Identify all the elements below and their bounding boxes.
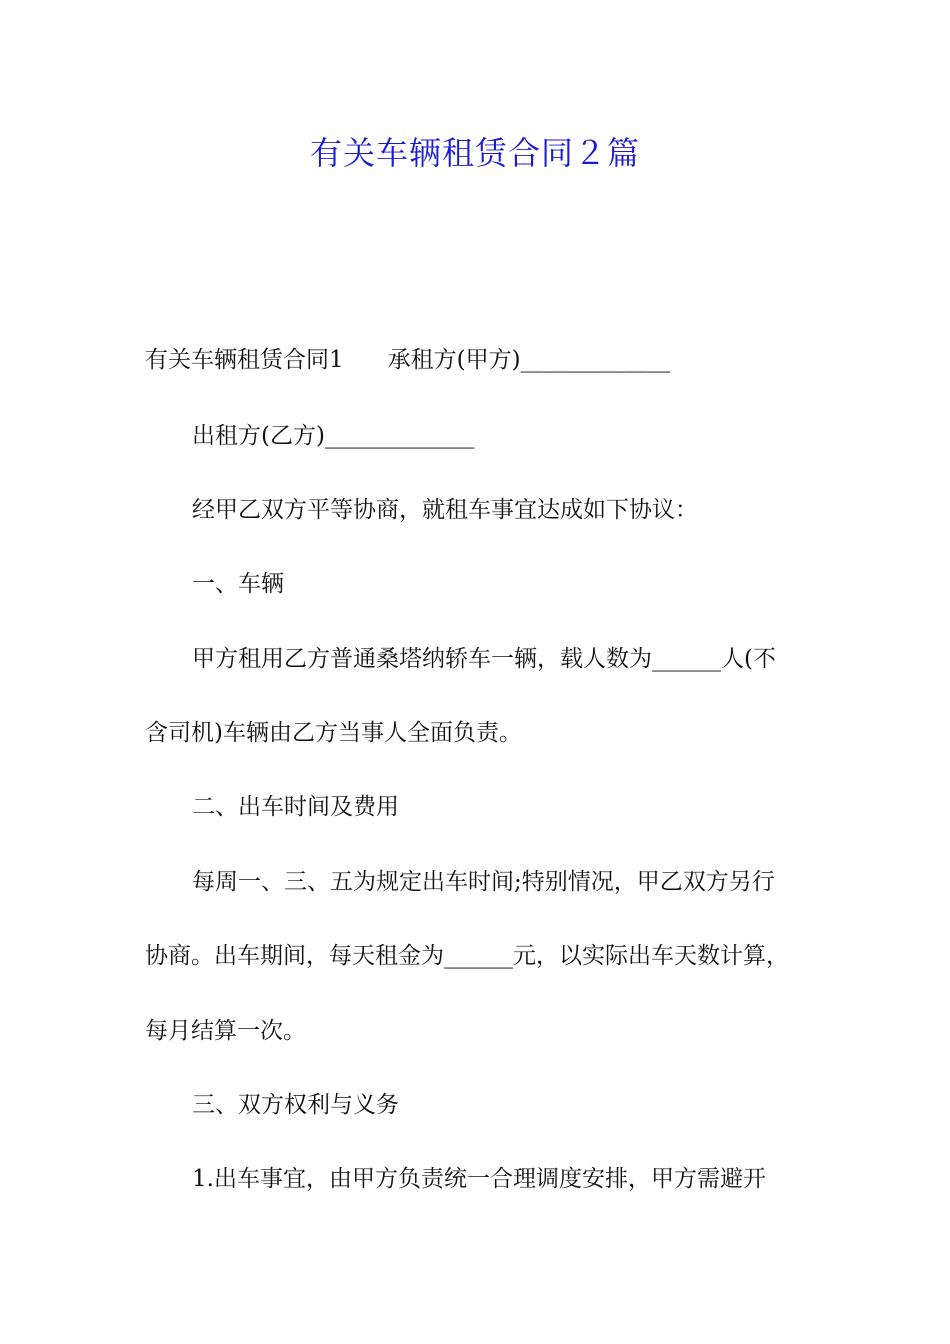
document-title: 有关车辆租赁合同２篇 [309,134,640,172]
paragraph-time-line2: 协商。出车期间，每天租金为______元，以实际出车天数计算， [145,943,789,969]
contract-number-label: 有关车辆租赁合同1 [145,347,344,373]
paragraph-agreement: 经甲乙双方平等协商，就租车事宜达成如下协议： [192,497,698,523]
section-heading-rights: 三、双方权利与义务 [192,1092,399,1118]
paragraph-time-line1: 每周一、三、五为规定出车时间;特别情况，甲乙双方另行 [192,869,775,895]
lessee-line: 承租方(甲方)_____________ [387,347,671,373]
paragraph-time-line3: 每月结算一次。 [145,1018,306,1044]
section-heading-time-fee: 二、出车时间及费用 [192,794,399,820]
lessor-line: 出租方(乙方)_____________ [192,423,475,449]
section-heading-vehicle: 一、车辆 [192,571,284,597]
paragraph-vehicle-line2: 含司机)车辆由乙方当事人全面负责。 [145,720,522,746]
paragraph-rights-line1: 1.出车事宜，由甲方负责统一合理调度安排，甲方需避开 [192,1166,766,1192]
paragraph-vehicle-line1: 甲方租用乙方普通桑塔纳轿车一辆，载人数为______人(不 [192,646,776,672]
contract-heading [145,345,670,375]
